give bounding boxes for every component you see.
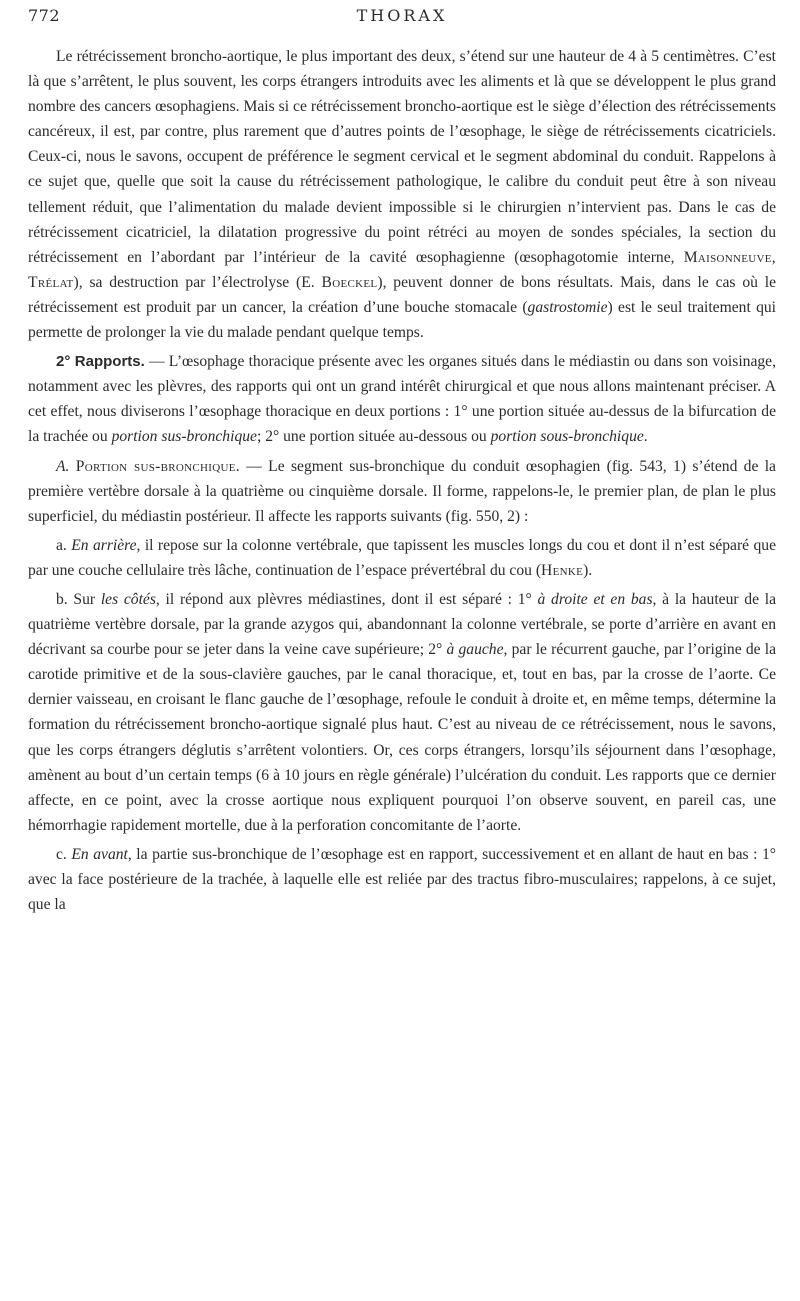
subsection-heading: Portion sus-bronchique. [75, 457, 240, 475]
paragraph-rapports: 2° Rapports. — L’œsophage thoracique présente avec les organes situés dans le médiastin ou dans son voisinage, notamment avec les plèvres, des rapports qui ont un grand intérêt chirurgical et que nous allons maintenant préciser. A cet effet, nous diviserons l’œsophage thoracique en deux portions : 1° une portion située au-dessus de la bifurcation de la trachée ou portion sus-bronchique; 2° une portion située au-dessous ou portion sous-bronchique. [28, 353, 777, 446]
paragraph-en-arriere: a. En arrière, il repose sur la colonne vertébrale, que tapissent les muscles longs du cou et dont il n’est séparé que par une couche cellulaire très lâche, continuation de l’espace prévertébral du cou (Henke). [28, 536, 776, 579]
page-number: 772 [28, 6, 61, 25]
section-heading-rapports: 2° Rapports. [56, 353, 145, 371]
paragraph-bronchoaortic-stricture: Le rétrécissement broncho-aortique, le plus important des deux, s’étend sur une hauteur de 4 à 5 centimètres. C’est là que s’arrêtent, le plus souvent, les corps étrangers introduits avec les aliments et là que se développent le plus grand nombre des cancers œsophagiens. Mais si ce rétrécissement broncho-aortique est le siège d’élection des rétrécissements cancéreux, il est, par contre, plus rarement que d’autres points de l’œsophage, le siège de rétrécissements cicatriciels. Ceux-ci, nous le savons, occupent de préférence le segment cervical et le segment abdominal du conduit. Rappelons à ce sujet que, quelle que soit la cause du rétrécissement pathologique, le calibre du conduit peut être à son niveau tellement réduit, que l’alimentation du malade devient impossible si le chirurgien n’intervient pas. Dans le cas de rétrécissement cicatriciel, la dilatation progressive du point rétréci au moyen de sondes spéciales, la section du rétrécissement en l’abordant par l’intérieur de la cavité œsophagienne (œsophagotomie interne, Maisonneuve, Trélat), sa destruction par l’électrolyse (E. Boeckel), peuvent donner de bons résultats. Mais, dans le cas où le rétrécissement est produit par un cancer, la création d’une bouche stomacale (gastrostomie) est le seul traitement qui permette de prolonger la vie du malade pendant quelque temps. [28, 48, 776, 342]
paragraph-sur-les-cotes: b. Sur les côtés, il répond aux plèvres médiastines, dont il est séparé : 1° à droite et en bas, à la hauteur de la quatrième vertèbre dorsale, par la grande azygos qui, abandonnant la colonne vertébrale, se porte d’arrière en avant en décrivant sa courbe pour se jeter dans la veine cave supérieure; 2° à gauche, par le récurrent gauche, par l’origine de la carotide primitive et de la sous-clavière gauches, par le canal thoracique, et, tout en bas, par la crosse de l’aorte. Ce dernier vaisseau, en croisant le flanc gauche de l’œsophage, refoule le conduit à droite et, en même temps, détermine la formation du rétrécissement broncho-aortique signalé plus haut. C’est au niveau de ce rétrécissement, nous le savons, que les corps étrangers déglutis s’arrêtent volontiers. Or, ces corps étrangers, lorsqu’ils séjournent dans l’œsophage, amènent au bout d’un certain temps (6 à 10 jours en règle générale) l’ulcération du conduit. Les rapports que ce dernier affecte, en ce point, avec la crosse aortique nous expliquent pourquoi l’on observe souvent, en pareil cas, une hémorrhagie rapidement mortelle, due à la perforation concomitante de l’aorte. [28, 590, 777, 834]
body-text [28, 44, 776, 921]
paragraph-portion-sus-bronchique: A. Portion sus-bronchique. — Le segment sus-bronchique du conduit œsophagien (fig. 543, 1) s’étend de la première vertèbre dorsale à la quatrième ou cinquième dorsale. Il forme, rappelons-le, le premier plan, de plan le plus superficiel, du médiastin postérieur. Il affecte les rapports suivants (fig. 550, 2) : [28, 457, 776, 525]
page-header [28, 6, 776, 30]
paragraph-en-avant: c. En avant, la partie sus-bronchique de l’œsophage est en rapport, successivement et en allant de haut en bas : 1° avec la face postérieure de la trachée, à laquelle elle est reliée par des tractus fibro-musculaires; rappelons, à ce sujet, que la [28, 845, 776, 914]
running-title: THORAX [356, 6, 448, 25]
